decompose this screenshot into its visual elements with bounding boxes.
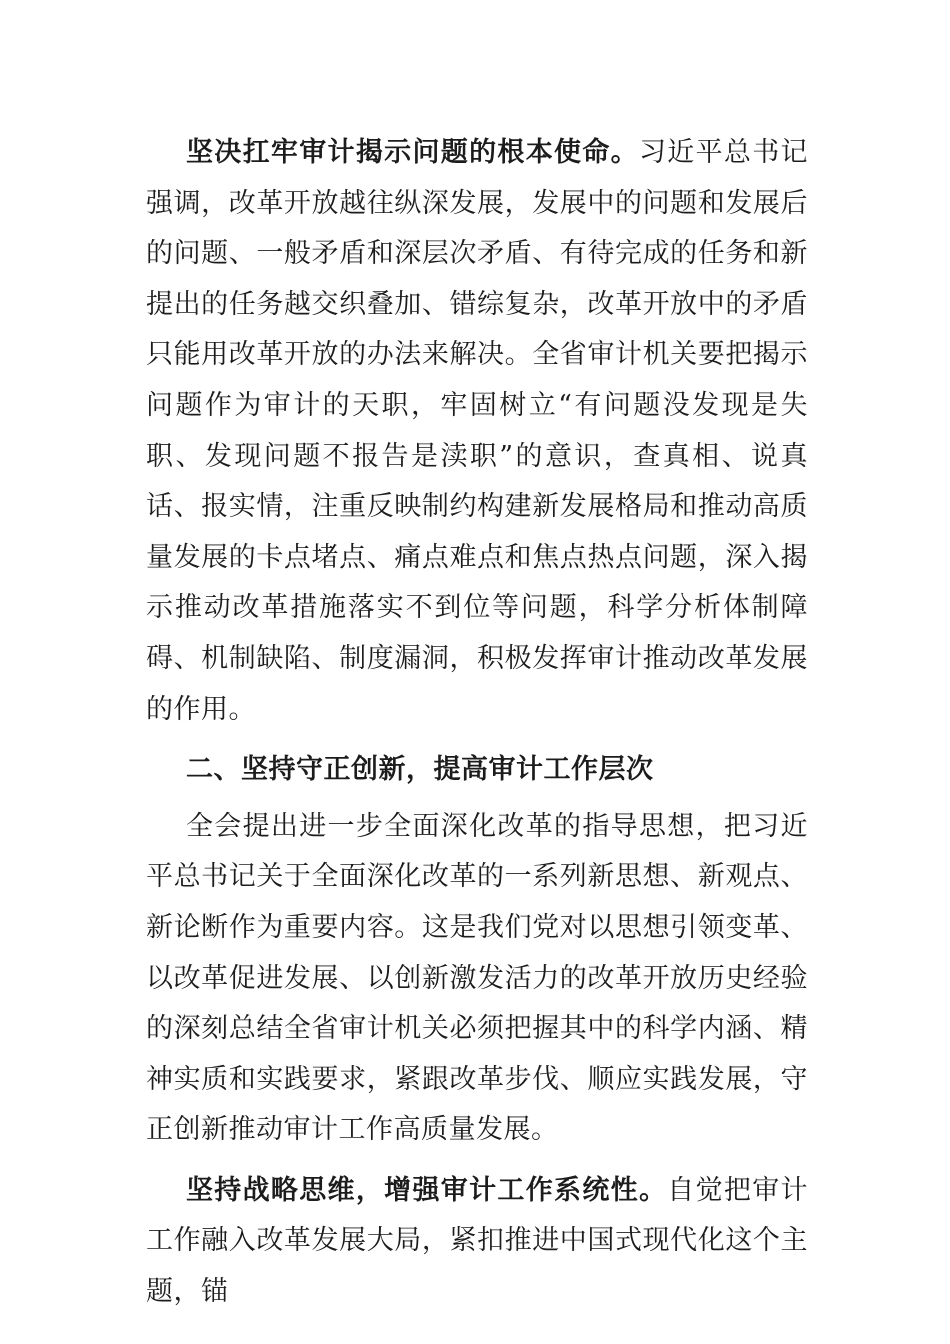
paragraph-1-lead: 坚决扛牢审计揭示问题的根本使命。 — [186, 137, 639, 168]
section-heading-2: 二、坚持守正创新，提高审计工作层次 — [186, 754, 654, 786]
paragraph-3 — [146, 1166, 808, 1318]
paragraph-2 — [146, 802, 808, 1156]
paragraph-2-body: 全会提出进一步全面深化改革的指导思想，把习近平总书记关于全面深化改革的一系列新思想、新观点、新论断作为重要内容。这是我们党对以思想引领变革、以改革促进发展、以创新激发活力的改革开放历史经验的深刻总结全省审计机关必须把握其中的科学内涵、精神实质和实践要求，紧跟改革步伐、顺应实践发展，守正创新推动审计工作高质量发展。 — [146, 810, 808, 1146]
paragraph-3-body: 自觉把审计工作融入改革发展大局，紧扣推进中国式现代化这个主题，锚 — [146, 1174, 809, 1308]
paragraph-3-lead: 坚持战略思维，增强审计工作系统性。 — [186, 1174, 668, 1206]
document-body — [146, 128, 808, 1318]
paragraph-1 — [146, 128, 808, 735]
paragraph-1-body: 习近平总书记强调，改革开放越往纵深发展，发展中的问题和发展后的问题、一般矛盾和深层次矛盾、有待完成的任务和新提出的任务越交织叠加、错综复杂，改革开放中的矛盾只能用改革开放的办法来解决。全省审计机关要把揭示问题作为审计的天职，牢固树立“有问题没发现是失职、发现问题不报告是渎职”的意识，查真相、说真话、报实情，注重反映制约构建新发展格局和推动高质量发展的卡点堵点、痛点难点和焦点热点问题，深入揭示推动改革措施落实不到位等问题，科学分析体制障碍、机制缺陷、制度漏洞，积极发挥审计推动改革发展的作用。 — [146, 137, 809, 725]
